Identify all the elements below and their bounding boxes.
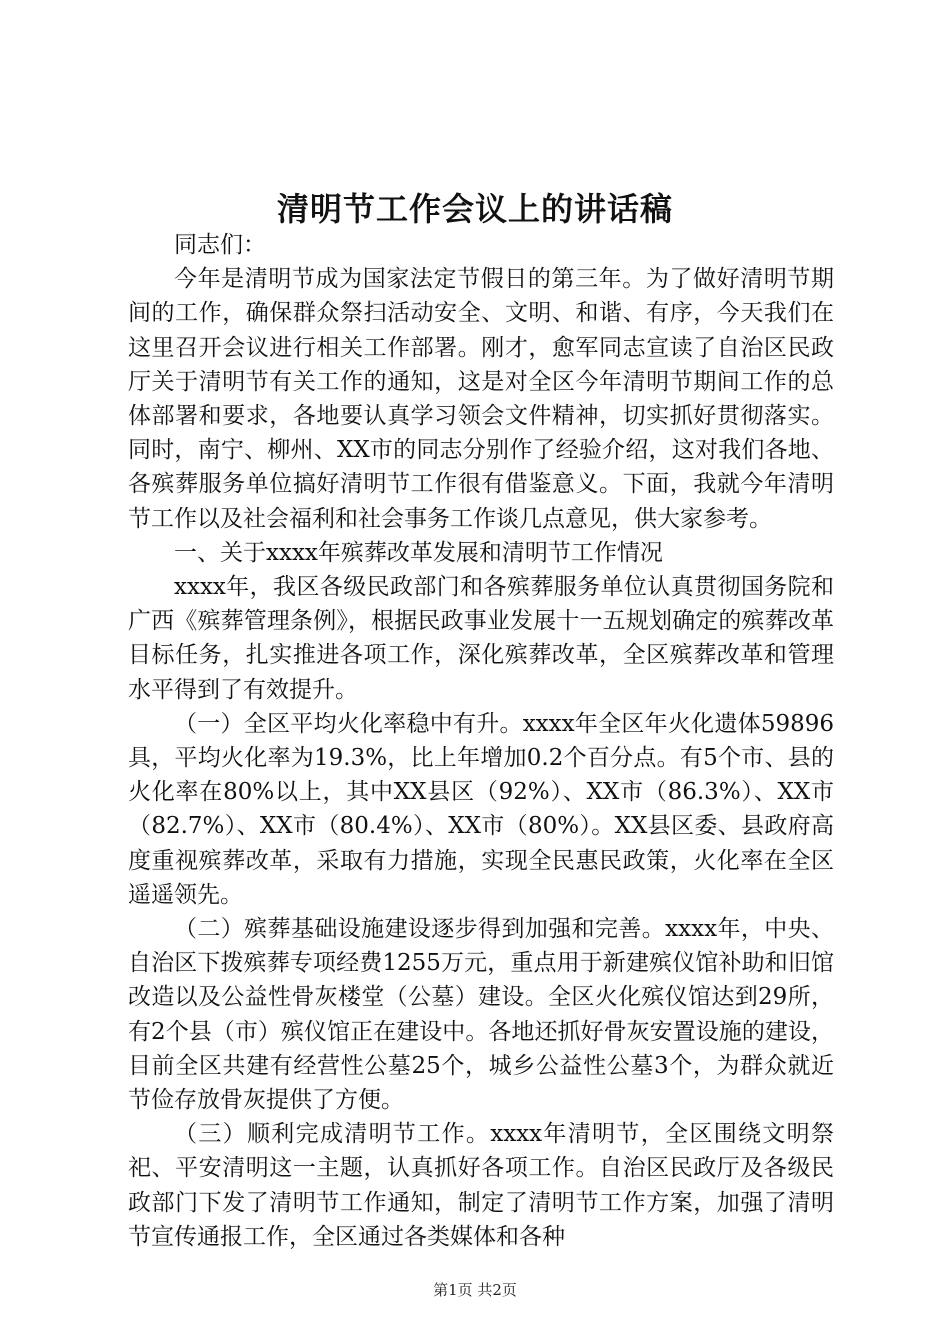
document-title: 清明节工作会议上的讲话稿 bbox=[276, 190, 673, 228]
document-body bbox=[128, 228, 834, 1254]
page-number: 第1页 bbox=[433, 1281, 473, 1299]
page-footer bbox=[0, 1278, 950, 1302]
intro-paragraph: 今年是清明节成为国家法定节假日的第三年。为了做好清明节期间的工作，确保群众祭扫活动安全、文明、和谐、有序，今天我们在这里召开会议进行相关工作部署。刚才，愈军同志宣读了自治区民政厅关于清明节有关工作的通知，这是对全区今年清明节期间工作的总体部署和要求，各地要认真学习领会文件精神，切实抓好贯彻落实。同时，南宁、柳州、XX市的同志分别作了经验介绍，这对我们各地、各殡葬服务单位搞好清明节工作很有借鉴意义。下面，我就今年清明节工作以及社会福利和社会事务工作谈几点意见，供大家参考。 bbox=[128, 266, 834, 532]
section-heading: 一、关于xxxx年殡葬改革发展和清明节工作情况 bbox=[174, 539, 663, 566]
body-paragraph: （二）殡葬基础设施建设逐步得到加强和完善。xxxx年，中央、自治区下拨殡葬专项经费1255万元，重点用于新建殡仪馆补助和旧馆改造以及公益性骨灰楼堂（公墓）建设。全区火化殡仪馆达到29所，有2个县（市）殡仪馆正在建设中。各地还抓好骨灰安置设施的建设，目前全区共建有经营性公墓25个，城乡公益性公墓3个，为群众就近节俭存放骨灰提供了方便。 bbox=[128, 916, 834, 1114]
body-paragraph: （一）全区平均火化率稳中有升。xxxx年全区年火化遗体59896具，平均火化率为19.3%，比上年增加0.2个百分点。有5个市、县的火化率在80%以上，其中XX县区（92%）、XX市（86.3%）、XX市（82.7%）、XX市（80.4%）、XX市（80%）。XX县区委、县政府高度重视殡葬改革，采取有力措施，实现全民惠民政策，火化率在全区遥遥领先。 bbox=[128, 710, 834, 908]
body-paragraph: （三）顺利完成清明节工作。xxxx年清明节，全区围绕文明祭祀、平安清明这一主题，认真抓好各项工作。自治区民政厅及各级民政部门下发了清明节工作通知，制定了清明节工作方案，加强了清明节宣传通报工作，全区通过各类媒体和各种 bbox=[128, 1121, 834, 1250]
salutation-paragraph: 同志们： bbox=[174, 232, 266, 258]
page-total: 共2页 bbox=[477, 1281, 517, 1299]
body-paragraph: xxxx年，我区各级民政部门和各殡葬服务单位认真贯彻国务院和广西《殡葬管理条例》，根据民政事业发展十一五规划确定的殡葬改革目标任务，扎实推进各项工作，深化殡葬改革，全区殡葬改革和管理水平得到了有效提升。 bbox=[128, 574, 834, 703]
